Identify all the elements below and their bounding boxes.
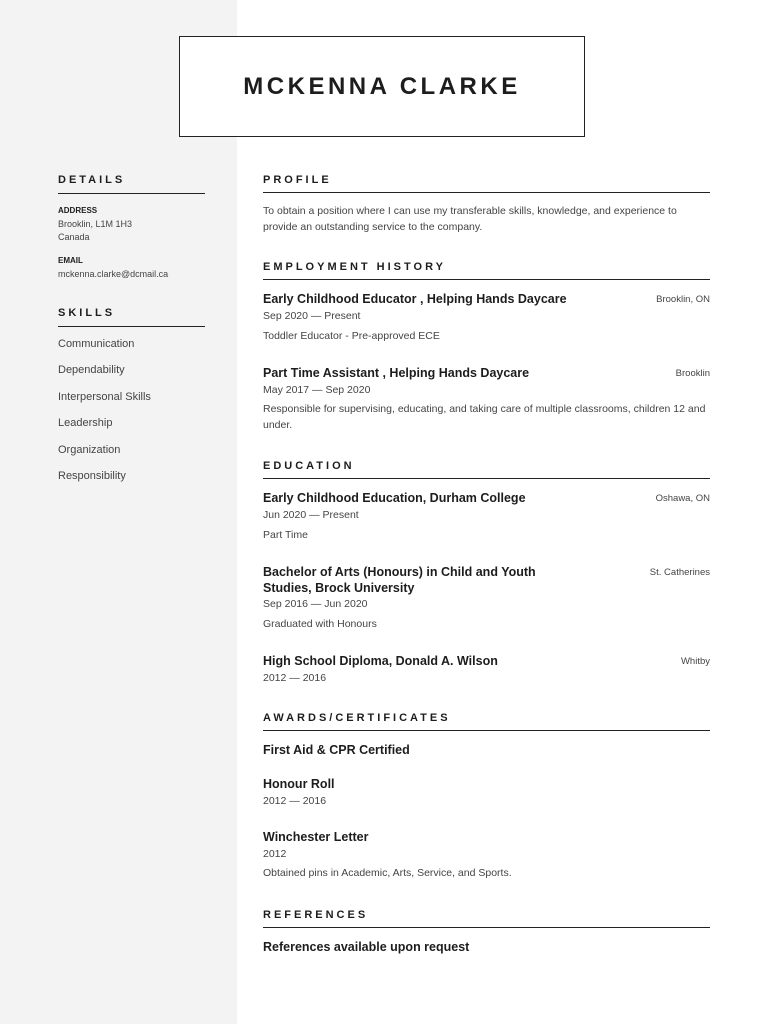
address-value — [58, 218, 205, 243]
job-description: Toddler Educator - Pre-approved ECE — [263, 329, 440, 342]
job-date: Sep 2020 — Present — [263, 309, 361, 322]
award-entry — [263, 743, 710, 759]
skill-item: Communication — [58, 338, 135, 350]
award-title: First Aid & CPR Certified — [263, 743, 410, 757]
award-date: 2012 — [263, 847, 287, 860]
degree-title: Bachelor of Arts (Honours) in Child and Youth Studies, Brock University — [263, 565, 536, 595]
education-section — [263, 460, 710, 684]
email-label: EMAIL — [58, 256, 83, 265]
employment-section — [263, 261, 710, 431]
education-date: Sep 2016 — Jun 2020 — [263, 598, 368, 610]
education-description: Graduated with Honours — [263, 618, 377, 630]
education-date: 2012 — 2016 — [263, 671, 327, 684]
education-entry — [263, 565, 710, 632]
skill-item: Leadership — [58, 417, 113, 430]
education-date: Jun 2020 — Present — [263, 508, 359, 521]
references-heading: REFERENCES — [263, 909, 710, 928]
references-section — [263, 909, 710, 954]
address-line-2: Canada — [58, 231, 90, 242]
job-date: May 2017 — Sep 2020 — [263, 383, 371, 396]
employment-entry — [263, 366, 710, 433]
award-date: 2012 — 2016 — [263, 794, 327, 807]
employment-heading: EMPLOYMENT HISTORY — [263, 261, 710, 280]
award-entry — [263, 777, 710, 807]
skill-item: Organization — [58, 443, 121, 456]
skills-list — [58, 337, 205, 495]
school-location: Whitby — [680, 656, 710, 667]
job-title: Early Childhood Educator , Helping Hands Daycare — [263, 292, 567, 306]
school-location: St. Catherines — [649, 567, 710, 578]
profile-section — [263, 174, 710, 235]
skill-item: Dependability — [58, 364, 125, 377]
sidebar-background — [0, 0, 237, 1024]
references-text: References available upon request — [263, 940, 470, 954]
awards-heading: AWARDS/CERTIFICATES — [263, 712, 710, 731]
school-location: Oshawa, ON — [655, 493, 710, 504]
award-entry — [263, 830, 710, 881]
award-title: Winchester Letter — [263, 830, 369, 844]
job-description: Responsible for supervising, educating, and taking care of multiple classrooms, children 12 and under. — [263, 402, 706, 431]
degree-title: High School Diploma, Donald A. Wilson — [263, 654, 498, 668]
skill-item: Responsibility — [58, 469, 126, 482]
candidate-name: MCKENNA CLARKE — [243, 72, 521, 100]
address-line-1: Brooklin, L1M 1H3 — [58, 219, 133, 229]
name-header — [179, 36, 585, 137]
profile-text: To obtain a position where I can use my transferable skills, knowledge, and experience to provide an outstanding service to the company. — [263, 205, 677, 233]
job-title: Part Time Assistant , Helping Hands Daycare — [263, 366, 530, 380]
references-entry — [263, 940, 710, 956]
skill-item: Interpersonal Skills — [58, 390, 151, 403]
job-location: Brooklin, ON — [656, 294, 710, 305]
skills-section — [58, 307, 205, 495]
award-description: Obtained pins in Academic, Arts, Service, and Sports. — [263, 866, 512, 879]
award-title: Honour Roll — [263, 777, 335, 791]
email-value: mckenna.clarke@dcmail.ca — [58, 269, 169, 279]
education-heading: EDUCATION — [263, 460, 710, 479]
skills-heading: SKILLS — [58, 307, 205, 327]
degree-title: Early Childhood Education, Durham College — [263, 491, 526, 505]
details-heading: DETAILS — [58, 174, 205, 194]
employment-entry — [263, 292, 710, 344]
profile-heading: PROFILE — [263, 174, 710, 193]
education-description: Part Time — [263, 528, 308, 541]
address-label: ADDRESS — [58, 206, 98, 215]
awards-section — [263, 712, 710, 879]
details-section — [58, 174, 205, 281]
job-location: Brooklin — [675, 368, 710, 379]
education-entry — [263, 654, 710, 684]
education-entry — [263, 491, 710, 543]
